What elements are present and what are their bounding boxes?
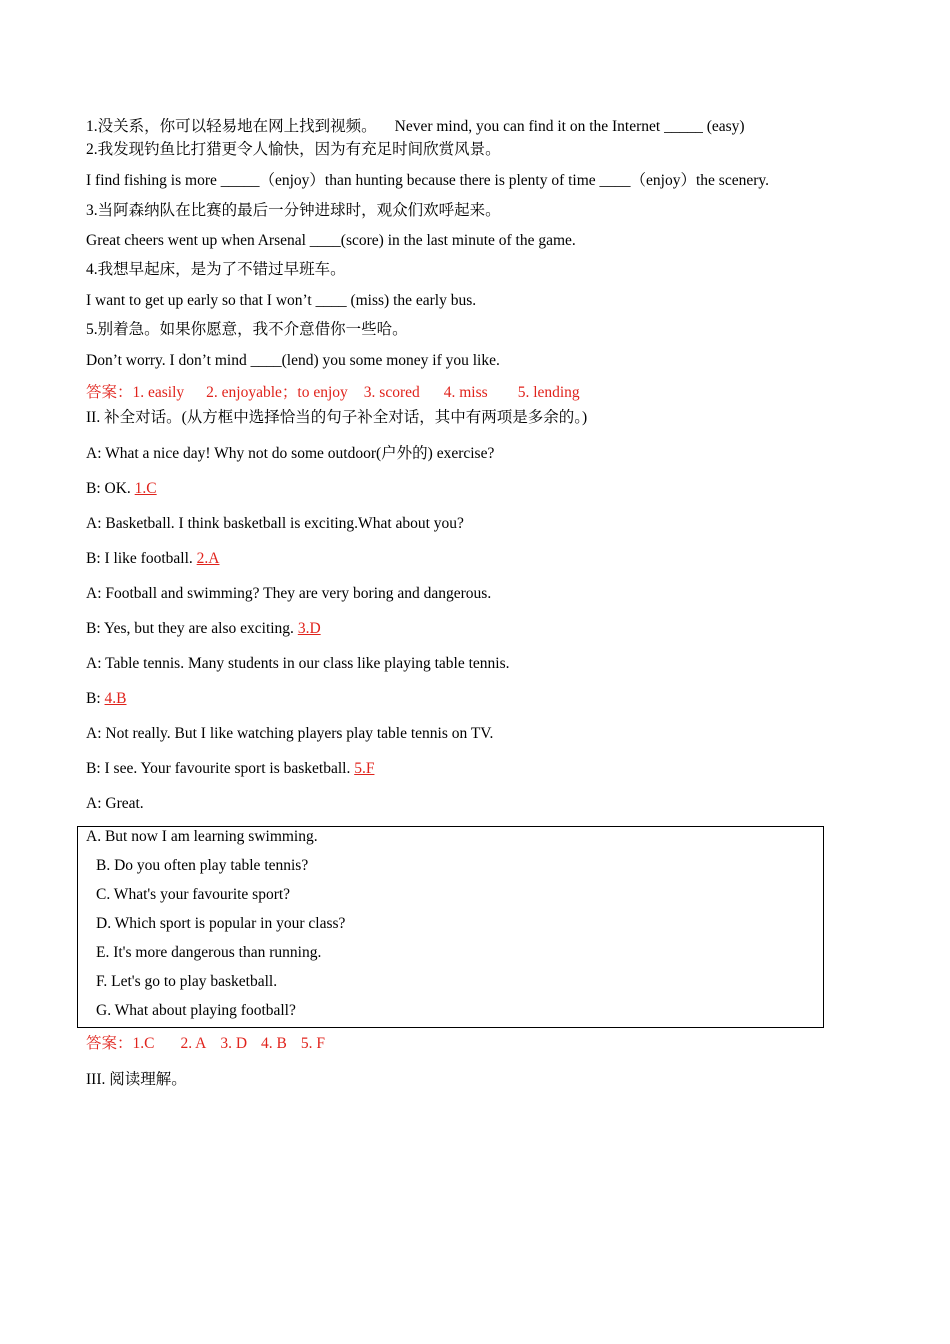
dialogue-line xyxy=(86,689,127,709)
dialogue-line xyxy=(86,654,510,674)
options-box xyxy=(77,826,824,1028)
dialogue-text: B: Yes, but they are also exciting. xyxy=(86,620,298,637)
question-3-en: Great cheers went up when Arsenal ____(score) in the last minute of the game. xyxy=(86,232,576,249)
option-d: D. Which sport is popular in your class? xyxy=(96,915,346,932)
option-g: G. What about playing football? xyxy=(96,1002,296,1019)
dialogue-text: B: xyxy=(86,690,105,707)
question-5-en: Don’t worry. I don’t mind ____(lend) you some money if you like. xyxy=(86,352,500,369)
question-2-zh: 2.我发现钓鱼比打猎更令人愉快，因为有充足时间欣赏风景。 xyxy=(86,141,501,158)
dialogue-line xyxy=(86,724,493,744)
question-1-en: Never mind, you can find it on the Internet _____ (easy) xyxy=(394,118,745,135)
answer-4: 4. miss xyxy=(443,384,488,401)
answer-5: 5. lending xyxy=(517,384,580,401)
option-b: B. Do you often play table tennis? xyxy=(96,857,309,874)
dialogue-line xyxy=(86,549,219,569)
dialogue-line xyxy=(86,794,144,814)
part2-answers xyxy=(86,1034,325,1054)
part1-answers xyxy=(86,383,580,403)
dialogue-line xyxy=(86,444,494,464)
dialogue-answer-3: 3.D xyxy=(297,620,321,637)
question-1 xyxy=(86,117,745,137)
dialogue-text: A: Great. xyxy=(86,795,144,812)
dialogue-text: A: Football and swimming? They are very boring and dangerous. xyxy=(86,585,492,602)
answer-3: 3. D xyxy=(220,1035,248,1052)
question-5-zh: 5.别着急。如果你愿意，我不介意借你一些哈。 xyxy=(86,321,408,338)
question-3-zh: 3.当阿森纳队在比赛的最后一分钟进球时，观众们欢呼起来。 xyxy=(86,202,501,219)
question-2-en: I find fishing is more _____（enjoy）than hunting because there is plenty of time ____（enjoy）the scenery. xyxy=(86,172,769,189)
dialogue-text: A: What a nice day! Why not do some outdoor(户外的) exercise? xyxy=(86,445,495,462)
answer-3: 3. scored xyxy=(363,384,420,401)
dialogue-line xyxy=(86,479,157,499)
dialogue-text: B: I like football. xyxy=(86,550,197,567)
dialogue-answer-4: 4.B xyxy=(104,690,127,707)
dialogue-line xyxy=(86,759,374,779)
part3-heading: III. 阅读理解。 xyxy=(86,1071,187,1088)
question-4-zh: 4.我想早起床，是为了不错过早班车。 xyxy=(86,261,346,278)
answer-2: 2. enjoyable；to enjoy xyxy=(206,384,348,401)
dialogue-line xyxy=(86,619,321,639)
part2-heading: II. 补全对话。(从方框中选择恰当的句子补全对话，其中有两项是多余的。) xyxy=(86,409,588,426)
answer-1: 1. easily xyxy=(132,384,185,401)
dialogue-line xyxy=(86,514,464,534)
answer-1: 1.C xyxy=(132,1035,155,1052)
dialogue-answer-1: 1.C xyxy=(134,480,157,497)
dialogue-answer-5: 5.F xyxy=(354,760,375,777)
option-c: C. What's your favourite sport? xyxy=(96,886,291,903)
dialogue-line xyxy=(86,584,491,604)
answer-5: 5. F xyxy=(300,1035,325,1052)
dialogue-text: B: I see. Your favourite sport is basketball. xyxy=(86,760,355,777)
option-e: E. It's more dangerous than running. xyxy=(96,944,322,961)
dialogue-answer-2: 2.A xyxy=(196,550,220,567)
answer-label: 答案： xyxy=(86,1035,133,1052)
dialogue-text: B: OK. xyxy=(86,480,135,497)
question-4-en: I want to get up early so that I won’t ____ (miss) the early bus. xyxy=(86,292,477,309)
dialogue-text: A: Table tennis. Many students in our class like playing table tennis. xyxy=(86,655,510,672)
answer-4: 4. B xyxy=(261,1035,287,1052)
dialogue-text: A: Not really. But I like watching players play table tennis on TV. xyxy=(86,725,494,742)
option-f: F. Let's go to play basketball. xyxy=(96,973,278,990)
option-a: A. But now I am learning swimming. xyxy=(86,828,318,845)
dialogue-text: A: Basketball. I think basketball is exciting.What about you? xyxy=(86,515,464,532)
question-1-zh: 1.没关系，你可以轻易地在网上找到视频。 xyxy=(86,118,377,135)
answer-label: 答案： xyxy=(86,384,133,401)
answer-2: 2. A xyxy=(180,1035,207,1052)
